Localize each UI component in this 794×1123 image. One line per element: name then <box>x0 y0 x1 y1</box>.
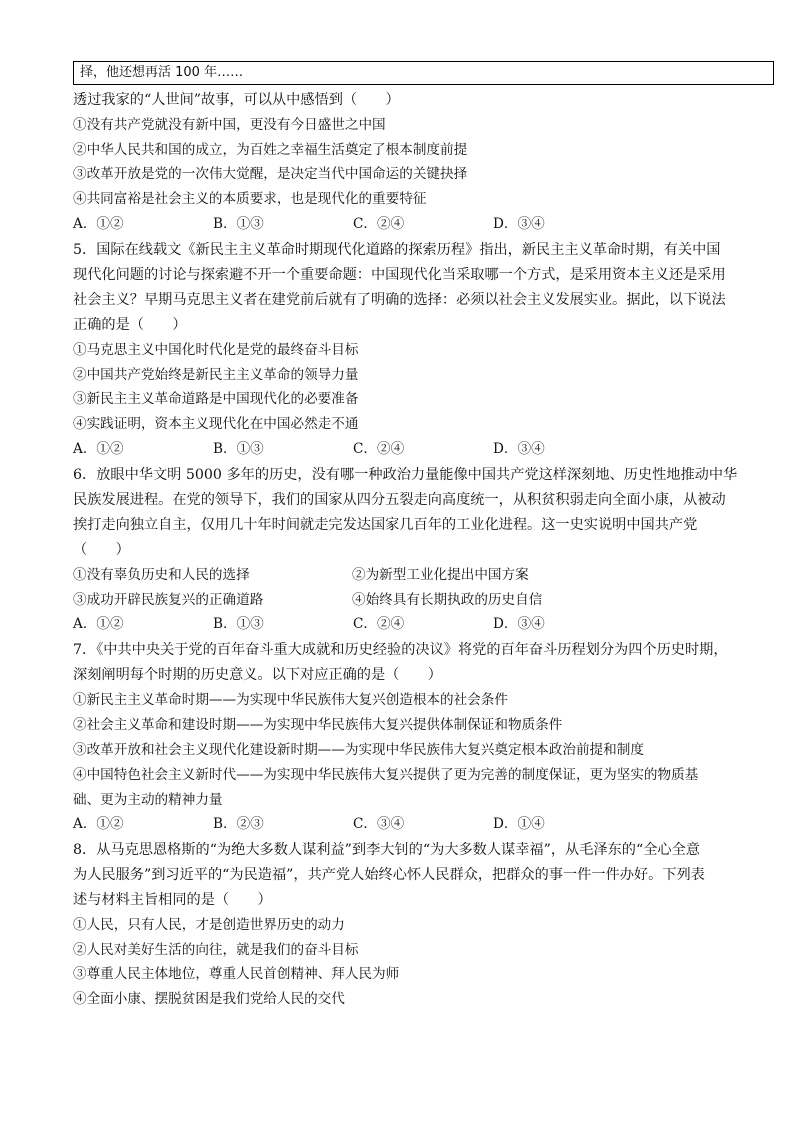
q4-option-d[interactable]: D．③④ <box>493 216 545 232</box>
q6-stem-line-3: 挨打走向独立自主，仅用几十年时间就走完发达国家几百年的工业化进程。这一史实说明中国共产党 <box>73 517 698 533</box>
q5-stem-line-4: 正确的是（ ） <box>73 317 187 333</box>
q6-item-2: ②为新型工业化提出中国方案 <box>352 567 529 583</box>
q6-stem-line-1: 6．放眼中华文明 5000 多年的历史，没有哪一种政治力量能像中国共产党这样深刻地、历史性地推动中华 <box>73 467 738 483</box>
q7-item-4-cont: 础、更为主动的精神力量 <box>73 792 223 808</box>
q8-item-4: ④全面小康、摆脱贫困是我们党给人民的交代 <box>73 991 345 1007</box>
q5-option-d[interactable]: D．③④ <box>493 441 545 457</box>
q7-item-4: ④中国特色社会主义新时代——为实现中华民族伟大复兴提供了更为完善的制度保证，更为坚实的物质基 <box>73 767 699 783</box>
q7-option-c[interactable]: C．③④ <box>353 816 405 832</box>
q4-item-4: ④共同富裕是社会主义的本质要求，也是现代化的重要特征 <box>73 191 427 207</box>
q8-item-1: ①人民，只有人民，才是创造世界历史的动力 <box>73 917 345 933</box>
q6-option-d[interactable]: D．③④ <box>493 616 545 632</box>
q7-option-b[interactable]: B．②③ <box>213 816 264 832</box>
q5-item-1: ①马克思主义中国化时代化是党的最终奋斗目标 <box>73 342 359 358</box>
q6-option-c[interactable]: C．②④ <box>353 616 405 632</box>
q4-option-c[interactable]: C．②④ <box>353 216 405 232</box>
q6-item-3: ③成功开辟民族复兴的正确道路 <box>73 592 264 608</box>
q5-options <box>73 440 778 458</box>
q5-option-b[interactable]: B．①③ <box>213 441 264 457</box>
q7-item-1: ①新民主主义革命时期——为实现中华民族伟大复兴创造根本的社会条件 <box>73 692 508 708</box>
q7-option-d[interactable]: D．①④ <box>493 816 545 832</box>
q6-stem-line-2: 民族发展进程。在党的领导下，我们的国家从四分五裂走向高度统一，从积贫积弱走向全面小康，从被动 <box>73 492 726 508</box>
q6-option-b[interactable]: B．①③ <box>213 616 264 632</box>
q8-item-2: ②人民对美好生活的向往，就是我们的奋斗目标 <box>73 942 359 958</box>
q4-option-a[interactable]: A．①② <box>73 216 124 232</box>
material-box-tail: 择，他还想再活 100 年…… <box>73 61 774 85</box>
q7-options <box>73 815 778 833</box>
q7-stem-line-1: 7．《中共中央关于党的百年奋斗重大成就和历史经验的决议》将党的百年奋斗历程划分为四个历史时期， <box>73 642 728 658</box>
q5-item-4: ④实践证明，资本主义现代化在中国必然走不通 <box>73 416 359 432</box>
q7-item-3: ③改革开放和社会主义现代化建设新时期——为实现中华民族伟大复兴奠定根本政治前提和制度 <box>73 742 644 758</box>
q6-items-row-2 <box>73 591 778 609</box>
q5-item-2: ②中国共产党始终是新民主主义革命的领导力量 <box>73 367 359 383</box>
q8-stem-line-2: 为人民服务”到习近平的“为民造福”，共产党人始终心怀人民群众，把群众的事一件一件办好。下列表 <box>73 867 705 883</box>
q4-option-b[interactable]: B．①③ <box>213 216 264 232</box>
q6-stem-line-4: （ ） <box>73 542 130 558</box>
q7-item-2: ②社会主义革命和建设时期——为实现中华民族伟大复兴提供体制保证和物质条件 <box>73 717 563 733</box>
q4-item-3: ③改革开放是党的一次伟大觉醒，是决定当代中国命运的关键抉择 <box>73 166 468 182</box>
q7-option-a[interactable]: A．①② <box>73 816 124 832</box>
q5-item-3: ③新民主主义革命道路是中国现代化的必要准备 <box>73 391 359 407</box>
q8-stem-line-1: 8．从马克思恩格斯的“为绝大多数人谋利益”到李大钊的“为大多数人谋幸福”，从毛泽东的“全心全意 <box>73 842 700 858</box>
q8-stem-line-3: 述与材料主旨相同的是（ ） <box>73 892 272 908</box>
q5-stem-line-2: 现代化问题的讨论与探索避不开一个重要命题：中国现代化当采取哪一个方式，是采用资本主义还是采用 <box>73 267 726 283</box>
q5-option-c[interactable]: C．②④ <box>353 441 405 457</box>
q4-item-1: ①没有共产党就没有新中国，更没有今日盛世之中国 <box>73 117 386 133</box>
q5-stem-line-1: 5．国际在线载文《新民主主义革命时期现代化道路的探索历程》指出，新民主主义革命时期，有关中国 <box>73 242 721 258</box>
q6-option-a[interactable]: A．①② <box>73 616 124 632</box>
q7-stem-line-2: 深刻阐明每个时期的历史意义。以下对应正确的是（ ） <box>73 667 442 683</box>
q4-options <box>73 215 778 233</box>
q8-item-3: ③尊重人民主体地位，尊重人民首创精神、拜人民为师 <box>73 966 400 982</box>
q6-item-4: ④始终具有长期执政的历史自信 <box>352 592 543 608</box>
q4-item-2: ②中华人民共和国的成立，为百姓之幸福生活奠定了根本制度前提 <box>73 142 468 158</box>
q6-item-1: ①没有辜负历史和人民的选择 <box>73 567 250 583</box>
q5-option-a[interactable]: A．①② <box>73 441 124 457</box>
q5-stem-line-3: 社会主义？早期马克思主义者在建党前后就有了明确的选择：必须以社会主义发展实业。据此，以下说法 <box>73 292 726 308</box>
q6-items-row-1 <box>73 566 778 584</box>
q4-stem: 透过我家的“人世间”故事，可以从中感悟到（ ） <box>73 92 400 108</box>
q6-options <box>73 615 778 633</box>
